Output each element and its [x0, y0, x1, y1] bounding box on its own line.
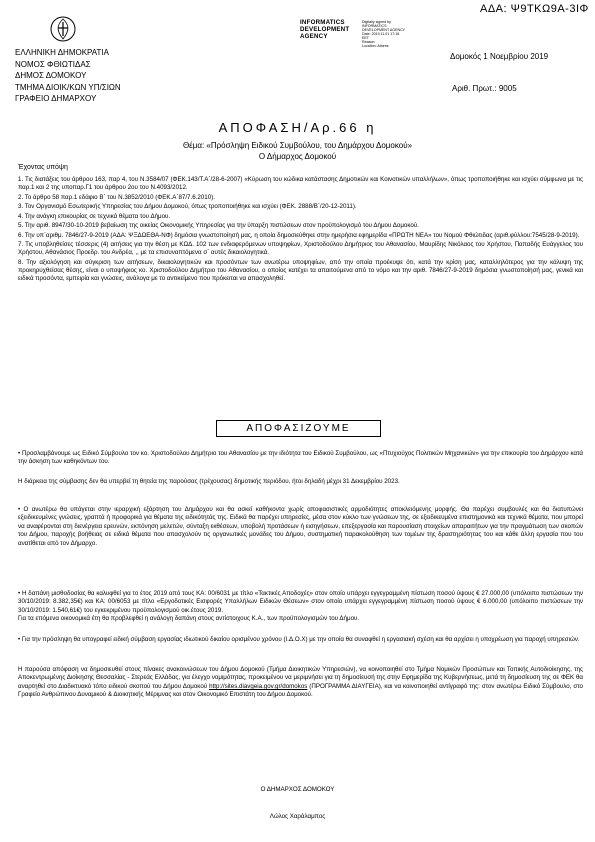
consideration-item: 7. Τις υποβληθείσες τέσσερις (4) αιτήσεις για την θέση με ΚΩΔ. 102 των ενδιαφερόμενων υποψηφίων, Χριστοδούλου Δημήτριος του Αθανασίου, Μαυρίδης Νικόλαος του Χρήστου, Παπαδής Ευάγγελος του Χρήστου, Αθανάσιος Προεδρ. του Ανδρέα, ,, με τα επισυναπτόμενα σ΄ αυτές δικαιολογητικά.	[18, 240, 583, 257]
document-title: ΑΠΟΦΑΣΗ/Αρ.66 η	[218, 120, 377, 135]
consideration-item: 2. Το άρθρο 58 παρ.1 εδάφιο Β΄ του Ν.3852/2010 (ΦΕΚ.Α΄87/7.6.2010).	[18, 193, 215, 201]
header-line: ΤΜΗΜΑ ΔΙΟΙΚ/ΚΩΝ ΥΠ/ΣΙΩΝ	[15, 82, 121, 92]
consideration-item: 6. Την υπ΄αριθμ. 7846/27-9-2019 (ΑΔΑ: ΨΞΔΩΕΘΑ-ΝΦ) δημόσια γνωστοποίησή μας, η οποία δημοσιεύθηκε στην ημερήσια εφημερίδα «ΠΡΩΤΗ ΝΕΑ» του Νομού Φθιώτιδας (αριθ.φύλλου:7545/28-9-2019).	[18, 231, 580, 239]
decision-paragraph: Η διάρκεια της σύμβασης δεν θα υπερβεί τη θητεία της παρούσας (τρέχουσας) δημοτικής περιόδου, ήτοι δηλαδή μέχρι 31 Δεκεμβρίου 2023.	[18, 478, 400, 485]
consideration-item: 3. Τον Οργανισμό Εσωτερικής Υπηρεσίας του Δήμου Δομοκού, όπως τροποποιήθηκε και ισχύει (ΦΕΚ. 2888/Β΄/20-12-2011).	[18, 203, 357, 211]
funding-text: Για τα επόμενα οικονομικά έτη θα προβλεφθεί η ανάλογη δαπάνη στους αντίστοιχους Κ.Α., των προϋπολογισμών του Δήμου.	[18, 615, 360, 623]
header-line: ΔΗΜΟΣ ΔΟΜΟΚΟΥ	[15, 71, 87, 80]
subject-line: Θέμα: «Πρόσληψη Ειδικού Συμβούλου, του Δημάρχου Δομοκού»	[182, 141, 413, 150]
decision-paragraph: • Για την πρόσληψη θα υπογραφεί ειδική σύμβαση εργασίας ιδιωτικού δικαίου ορισμένου χρόνου (Ι.Δ.Ο.Χ) με την οποία θα συναφθεί η εργασιακή σχέση και θα αρχίσει η υποχρέωση για παροχή υπηρεσιών.	[18, 636, 580, 643]
ada-code: ΑΔΑ: Ψ9ΤΚΩ9Α-3ΙΦ	[480, 3, 589, 15]
consideration-item: 1. Τις διατάξεις του άρθρου 163, παρ 4, του Ν.3584/07 (ΦΕΚ.143/Τ.Α΄/28-6-2007) «Κύρωση του κώδικα κατάστασης Δημοτικών και Κοινοτικών υπαλλήλων», όπως τροποποιήθηκε και ισχύει σύμφωνα με τις παρ.1 και 2 της υποπαρ.Γ1 του άρθρου 2ου του Ν.4093/2012.	[18, 176, 583, 192]
decision-paragraph: • Προσλαμβάνουμε ως Ειδικό Σύμβουλο τον κο. Χριστοδούλου Δημήτριο του Αθανασίου με την ιδιότητα του Ειδικού Συμβούλου, ως «Πτυχιούχος Πολιτικών Μηχανικών» για την επικουρία του Δημάρχου κατά την άσκηση των καθηκόντων του.	[18, 450, 583, 466]
issuing-authority	[15, 47, 121, 105]
subject-issuer: Ο Δήμαρχος Δομοκού	[258, 152, 337, 161]
consideration-item: 5. Την αριθ. 8947/30-10-2019 βεβαίωση της οικείας Οικονομικής Υπηρεσίας για την ύπαρξη πιστώσεων στον προϋπολογισμό του Δήμου Δομοκού.	[18, 222, 419, 230]
header-line: ΓΡΑΦΕΙΟ ΔΗΜΑΡΧΟΥ	[15, 94, 97, 103]
signatory-title: Ο ΔΗΜΑΡΧΟΣ ΔΟΜΟΚΟΥ	[260, 786, 335, 793]
signature-details: Digitally signed by INFORMATICS DEVELOPMENT AGENCY Date: 2019.11.01 17:16 EET Reason: Location: Athens	[362, 20, 406, 48]
publication-paragraph	[18, 666, 583, 700]
protocol-number: Αριθ. Πρωτ.: 9005	[452, 84, 517, 93]
publication-text: (ΠΡΟΓΡΑΜΜΑ ΔΙΑΥΓΕΙΑ), και να κοινοποιηθεί αντίγραφό της: στον ανωτέρω Ειδικό Σύμβουλο, στο Γραφείο Ανθρώπινου Δυναμικού & Διοικητικής Μέριμνας και στον Οικονομικό Επιστάτη του Δήμου Δομοκού.	[18, 682, 583, 699]
diavgeia-link[interactable]: http://sites.diavgeia.gov.gr/domokos	[209, 682, 308, 690]
signatory-name: Λώλος Χαράλαμπος	[269, 813, 326, 820]
subject-block	[0, 140, 595, 162]
greek-state-emblem-icon	[50, 16, 76, 42]
considerations-heading: Έχοντας υπόψη	[18, 164, 68, 171]
header-line: ΕΛΛΗΝΙΚΗ ΔΗΜΟΚΡΑΤΙΑ	[15, 48, 109, 57]
signature-agency-name: INFORMATICS DEVELOPMENT AGENCY	[300, 19, 350, 40]
document-date: Δομοκός 1 Νοεμβρίου 2019	[450, 52, 549, 61]
digital-signature-stamp	[300, 19, 406, 48]
funding-text: • Η δαπάνη μισθοδοσίας θα καλυφθεί για το έτος 2019 από τους ΚΑ: 00/6031 με τίτλο «Τακτικές Αποδοχές» στον οποίο υπάρχει εγγεγραμμένη πίστωση ποσού ύψους € 27.000,00 (υπόλοιπο πιστώσεων την 30/10/2019: 8.382,35€) και ΚΑ: 00/6053 με τίτλο «Εργοδοτικές Εισφορές Υπαλλήλων Ειδικών Θέσεων» στον οποίο υπάρχει εγγεγραμμένη πίστωση ποσού ύψους € 6.000,00 (υπόλοιπο πιστώσεων την 30/10/2019: 1.540,61€) του εγκεκριμένου προϋπολογισμού οικ.έτους 2019.	[18, 590, 583, 614]
consideration-item: 8. Την αξιολόγηση και σύγκριση των αιτήσεων, δικαιολογητικών και προσόντων των ανωτέρω υποψηφίων, από την οποία προέκυψε ότι, κατά την κρίση μας, καταλληλότερος για την κάλυψη της προκηρυχθείσας θέσης, είναι ο υποψήφιος κο. Χριστοδούλου Δημήτριο του Αθανασίου, ο οποίος κατέχει τα απαιτούμενα από το νόμο και την αριθ. 7846/27-9-2019 δημόσια γνωστοποίησή μας, γενικά και ειδικά προσόντα, εμπειρία και γνώσεις, ανάλογα με το αντικείμενο που πρόκειται να απασχοληθεί.	[18, 258, 583, 283]
considerations-list	[18, 176, 583, 285]
header-line: ΝΟΜΟΣ ΦΘΙΩΤΙΔΑΣ	[15, 59, 91, 69]
funding-paragraph	[18, 590, 583, 624]
consideration-item: 4. Την ανάγκη επικουρίας σε τεχνικά θέματα του Δήμου.	[18, 212, 171, 220]
publication-text: Η παρούσα απόφαση να δημοσιευθεί στους πίνακες ανακοινώσεων του Δήμου Δομοκού (Τμήμα Διοικητικών Υπηρεσιών), να κοινοποιηθεί στο Τμήμα Νομικών Προσώπων και Τοπικής Αυτοδιοίκησης, της Αποκεντρωμένης Διοίκησης Θεσσαλίας - Στερεάς Ελλάδας, για έλεγχο νομιμότητας, προκειμένου να μεριμνήσει για τη δημοσίευσή της στην Εφημερίδα της Κυβερνήσεως, μετά τη δημοσίευση της σε ΦΕΚ θα αναρτηθεί στο Διαδικτυακό τόπο ειδικού σκοπού του Δήμου Δομοκού	[18, 666, 583, 690]
decision-paragraph: • Ο ανωτέρω θα υπάγεται στην ιεραρχική εξάρτηση του Δημάρχου και θα ασκεί καθήκοντα χωρίς αποφασιστικές αρμοδιότητες αποκλειόμενης μορφής. Θα παρέχει συμβουλές και θα διατυπώνει εξειδικευμένες γνώσεις, γραπτά ή προφορικά για θέματα της ειδικότητάς της. Ειδικά θα παρέχει υπηρεσίες, μέσα στον κύκλο των γνώσεων της, σε εξειδικευμένα επιστημονικά και τεχνικά θέματα, που μπορεί να αναφέρονται στη διενέργεια ερευνών, εκπόνηση μελετών, σύνταξη εκθέσεων, υποβολή προτάσεων ή εισηγήσεων, επεξεργασία και παρουσίαση στοιχείων απαραιτήτων για την πραγμάτωση των σκοπών του Δήμου, παροχής βοήθειας σε ειδικά θέματα που απασχολούν τις οργανωτικές μονάδες του Δήμου, συστηματική παρακολούθηση των τομέων της δραστηριότητας του και κάθε άλλη εργασία που του ανατίθεται από τον Δήμαρχο.	[18, 506, 583, 547]
decision-heading: ΑΠΟΦΑΣΙΖΟΥΜΕ	[216, 420, 381, 437]
